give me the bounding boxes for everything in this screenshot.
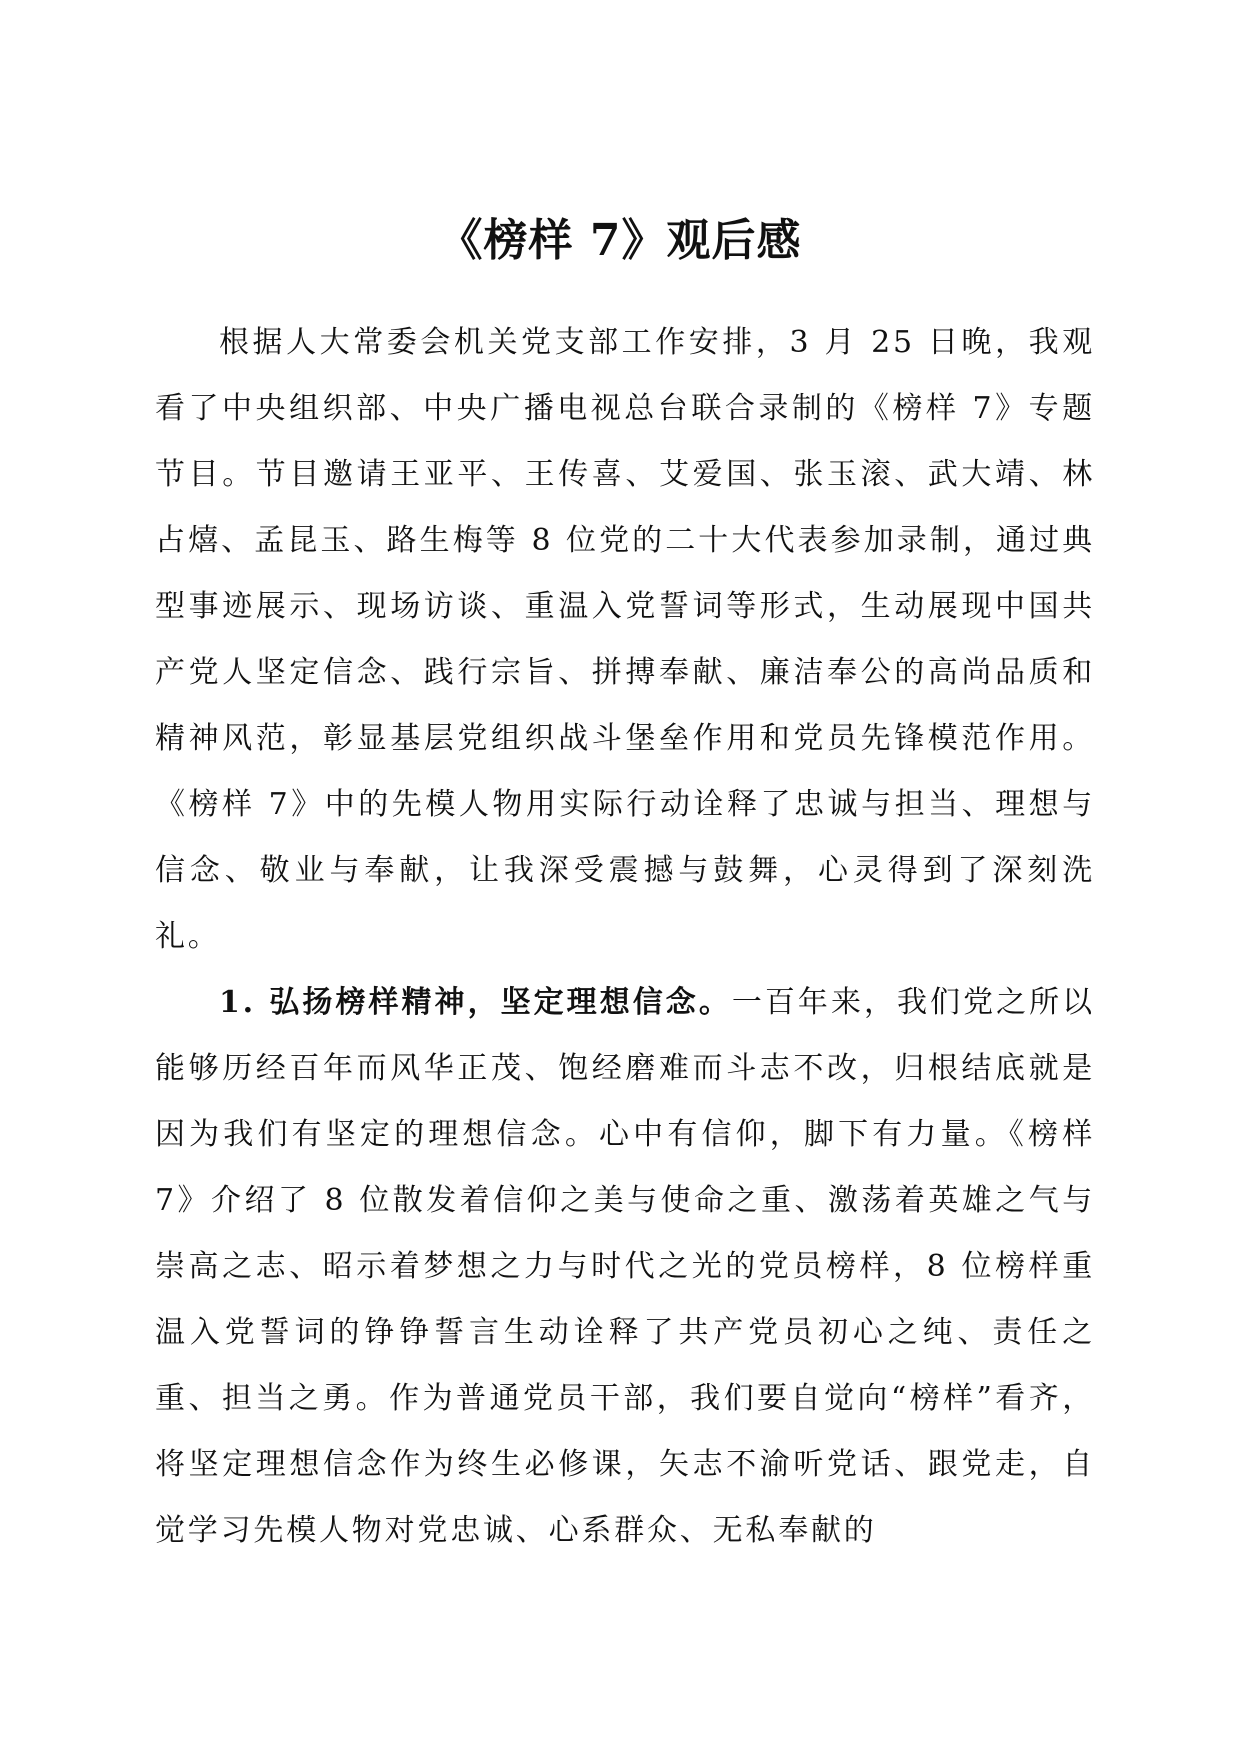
paragraph-section-1 <box>155 970 1095 1564</box>
paragraph-intro <box>155 310 1095 970</box>
document-title: 《榜样 7》观后感 <box>438 215 802 267</box>
section-1-heading: 1. 弘扬榜样精神，坚定理想信念。 <box>219 985 732 1020</box>
document-body <box>155 310 1095 1564</box>
paragraph-intro-text: 根据人大常委会机关党支部工作安排，3 月 25 日晚，我观看了中央组织部、中央广播电视总台联合录制的《榜样 7》专题节目。节目邀请王亚平、王传喜、艾爱国、张玉滚、武大靖、林占熺、孟昆玉、路生梅等 8 位党的二十大代表参加录制，通过典型事迹展示、现场访谈、重温入党誓词等形式，生动展现中国共产党人坚定信念、践行宗旨、拼搏奉献、廉洁奉公的高尚品质和精神风范，彰显基层党组织战斗堡垒作用和党员先锋模范作用。《榜样 7》中的先模人物用实际行动诠释了忠诚与担当、理想与信念、敬业与奉献，让我深受震撼与鼓舞，心灵得到了深刻洗礼。 <box>155 325 1095 954</box>
section-1-text: 一百年来，我们党之所以能够历经百年而风华正茂、饱经磨难而斗志不改，归根结底就是因为我们有坚定的理想信念。心中有信仰，脚下有力量。《榜样 7》介绍了 8 位散发着信仰之美与使命之重、激荡着英雄之气与崇高之志、昭示着梦想之力与时代之光的党员榜样，8 位榜样重温入党誓词的铮铮誓言生动诠释了共产党员初心之纯、责任之重、担当之勇。作为普通党员干部，我们要自觉向“榜样”看齐，将坚定理想信念作为终生必修课，矢志不渝听党话、跟党走，自觉学习先模人物对党忠诚、心系群众、无私奉献的 <box>155 985 1095 1548</box>
